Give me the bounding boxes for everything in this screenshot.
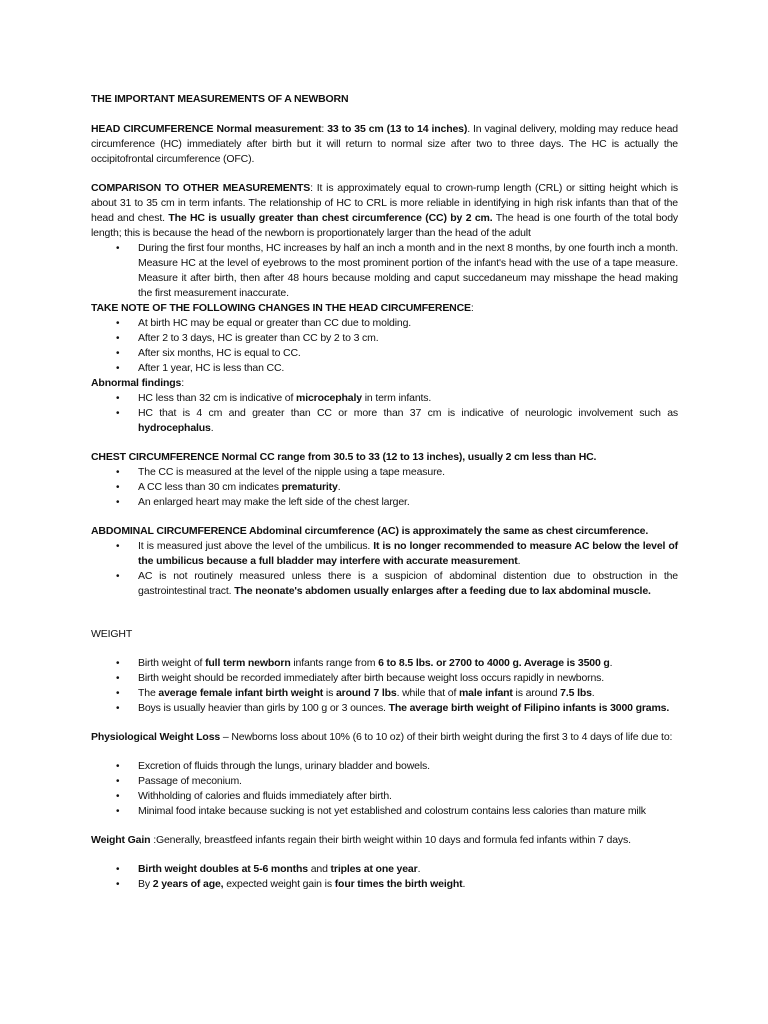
list-item: • After six months, HC is equal to CC.: [138, 346, 678, 361]
abdominal-list: [91, 539, 678, 599]
abnormal-findings-list: [91, 391, 678, 436]
list-item: • It is measured just above the level of the umbilicus. It is no longer recommended to measure AC below the level of the umbilicus because a full bladder may interfere with accurate measurement.: [138, 539, 678, 569]
weight-gain-paragraph: Weight Gain :Generally, breastfeed infants regain their birth weight within 10 days and formula fed infants within 7 days.: [91, 834, 631, 846]
weight-gain-heading: Weight Gain: [91, 834, 151, 846]
changes-heading: TAKE NOTE OF THE FOLLOWING CHANGES IN THE HEAD CIRCUMFERENCE:: [91, 302, 474, 314]
list-item: • The average female infant birth weight is around 7 lbs. while that of male infant is around 7.5 lbs.: [138, 686, 678, 701]
list-item: • Withholding of calories and fluids immediately after birth.: [138, 789, 678, 804]
list-item: • At birth HC may be equal or greater than CC due to molding.: [138, 316, 678, 331]
weight-loss-paragraph: Physiological Weight Loss – Newborns loss about 10% (6 to 10 oz) of their birth weight during the first 3 to 4 days of life due to:: [91, 731, 673, 743]
weight-heading: WEIGHT: [91, 628, 133, 640]
changes-list: [91, 316, 678, 376]
abnormal-findings-heading: Abnormal findings:: [91, 377, 184, 389]
list-item: • AC is not routinely measured unless there is a suspicion of abdominal distention due to obstruction in the gastrointestinal tract. The neonate's abdomen usually enlarges after a feeding due to lax abdominal muscle.: [138, 569, 678, 599]
list-item: • During the first four months, HC increases by half an inch a month and in the next 8 months, by one fourth inch a month. Measure HC at the level of eyebrows to the most prominent portion of the infant's head with the use of a tape measure. Measure it after birth, then after 48 hours because molding and caput succedaneum may misshape the head making the first measurement inaccurate.: [138, 241, 678, 301]
list-item: • HC that is 4 cm and greater than CC or more than 37 cm is indicative of neurologic involvement such as hydrocephalus.: [138, 406, 678, 436]
head-circumference-paragraph: HEAD CIRCUMFERENCE Normal measurement: 33 to 35 cm (13 to 14 inches). In vaginal delivery, molding may reduce head circumference (HC) immediately after birth but it will return to normal size after two to three days. The HC is actually the occipitofrontal circumference (OFC).: [91, 123, 678, 165]
comparison-heading: COMPARISON TO OTHER MEASUREMENTS: [91, 182, 311, 194]
list-item: • After 2 to 3 days, HC is greater than CC by 2 to 3 cm.: [138, 331, 678, 346]
weight-loss-heading: Physiological Weight Loss: [91, 731, 221, 743]
comparison-list: [91, 241, 678, 301]
list-item: • A CC less than 30 cm indicates prematurity.: [138, 480, 678, 495]
list-item: • An enlarged heart may make the left side of the chest larger.: [138, 495, 678, 510]
list-item: • By 2 years of age, expected weight gain is four times the birth weight.: [138, 877, 678, 892]
list-item: • Birth weight doubles at 5-6 months and triples at one year.: [138, 862, 678, 877]
list-item: • Birth weight of full term newborn infants range from 6 to 8.5 lbs. or 2700 to 4000 g. Average is 3500 g.: [138, 656, 678, 671]
weight-list: [91, 656, 678, 716]
document-title: THE IMPORTANT MEASUREMENTS OF A NEWBORN: [91, 93, 349, 105]
abdominal-circumference-heading: ABDOMINAL CIRCUMFERENCE Abdominal circumference (AC) is approximately the same as chest circumference.: [91, 525, 649, 537]
list-item: • Birth weight should be recorded immediately after birth because weight loss occurs rapidly in newborns.: [138, 671, 678, 686]
list-item: • Boys is usually heavier than girls by 100 g or 3 ounces. The average birth weight of Filipino infants is 3000 grams.: [138, 701, 678, 716]
weight-loss-list: [91, 759, 678, 819]
head-circumference-heading: HEAD CIRCUMFERENCE Normal measurement: [91, 123, 322, 135]
weight-gain-list: [91, 862, 678, 892]
chest-circumference-heading: CHEST CIRCUMFERENCE Normal CC range from 30.5 to 33 (12 to 13 inches), usually 2 cm less than HC.: [91, 451, 597, 463]
list-item: • HC less than 32 cm is indicative of microcephaly in term infants.: [138, 391, 678, 406]
list-item: • Minimal food intake because sucking is not yet established and colostrum contains less calories than mature milk: [138, 804, 678, 819]
comparison-paragraph: COMPARISON TO OTHER MEASUREMENTS: It is approximately equal to crown-rump length (CRL) or sitting height which is about 31 to 35 cm in term infants. The relationship of HC to CRL is more reliable in identifying in high risk infants than that of the head and chest. The HC is usually greater than chest circumference (CC) by 2 cm. The head is one fourth of the total body length; this is because the head of the newborn is proportionately larger than the head of the adult: [91, 182, 678, 239]
list-item: • Excretion of fluids through the lungs, urinary bladder and bowels.: [138, 759, 678, 774]
chest-list: [91, 465, 678, 510]
list-item: • After 1 year, HC is less than CC.: [138, 361, 678, 376]
list-item: • The CC is measured at the level of the nipple using a tape measure.: [138, 465, 678, 480]
list-item: • Passage of meconium.: [138, 774, 678, 789]
